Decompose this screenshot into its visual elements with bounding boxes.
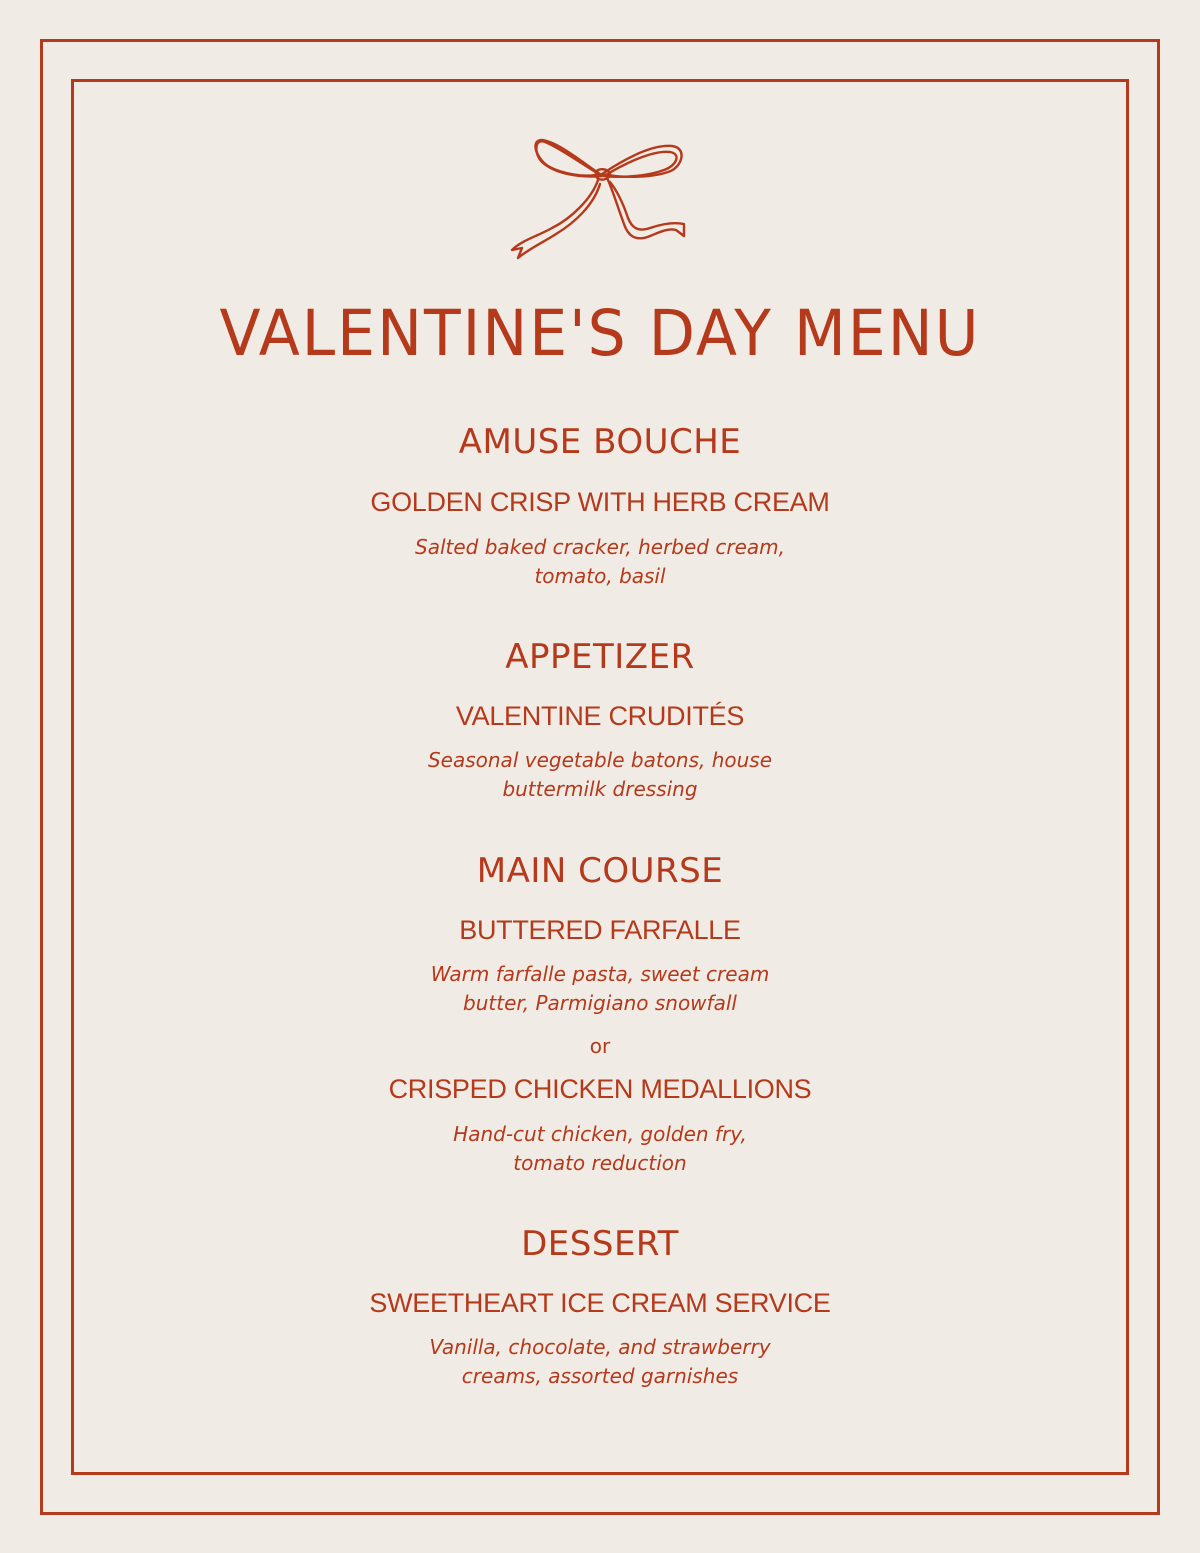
dish-description-valentine-crudites — [0, 746, 1200, 804]
course-heading-dessert: DESSERT — [521, 1224, 679, 1264]
dish-description-line: butter, Parmigiano snowfall — [463, 991, 737, 1015]
dish-description-line: Salted baked cracker, herbed cream, — [415, 535, 785, 559]
dish-description-line: Warm farfalle pasta, sweet cream — [430, 962, 770, 986]
course-heading-amuse-bouche: AMUSE BOUCHE — [458, 422, 742, 462]
dish-description-golden-crisp — [0, 533, 1200, 591]
dish-name-golden-crisp: GOLDEN CRISP WITH HERB CREAM — [370, 487, 830, 517]
dish-description-sweetheart-ice-cream — [0, 1333, 1200, 1391]
course-heading-main-course: MAIN COURSE — [476, 851, 724, 891]
dish-description-line: tomato reduction — [513, 1151, 687, 1175]
dish-description-line: Seasonal vegetable batons, house — [427, 748, 773, 772]
dish-name-sweetheart-ice-cream: SWEETHEART ICE CREAM SERVICE — [369, 1288, 831, 1318]
ribbon-bow-icon — [500, 128, 700, 263]
dish-name-buttered-farfalle: BUTTERED FARFALLE — [459, 915, 741, 945]
course-heading-appetizer: APPETIZER — [505, 637, 695, 677]
dish-name-crisped-chicken: CRISPED CHICKEN MEDALLIONS — [388, 1074, 812, 1104]
dish-description-line: creams, assorted garnishes — [461, 1364, 739, 1388]
dish-name-valentine-crudites: VALENTINE CRUDITÉS — [455, 701, 745, 731]
dish-description-line: tomato, basil — [534, 564, 666, 588]
dish-description-crisped-chicken — [0, 1120, 1200, 1178]
dish-description-line: Vanilla, chocolate, and strawberry — [429, 1335, 771, 1359]
dish-description-line: Hand-cut chicken, golden fry, — [453, 1122, 747, 1146]
dish-description-buttered-farfalle — [0, 960, 1200, 1018]
menu-title: VALENTINE'S DAY MENU — [219, 297, 981, 371]
dish-description-line: buttermilk dressing — [502, 777, 698, 801]
option-separator: or — [589, 1034, 611, 1058]
